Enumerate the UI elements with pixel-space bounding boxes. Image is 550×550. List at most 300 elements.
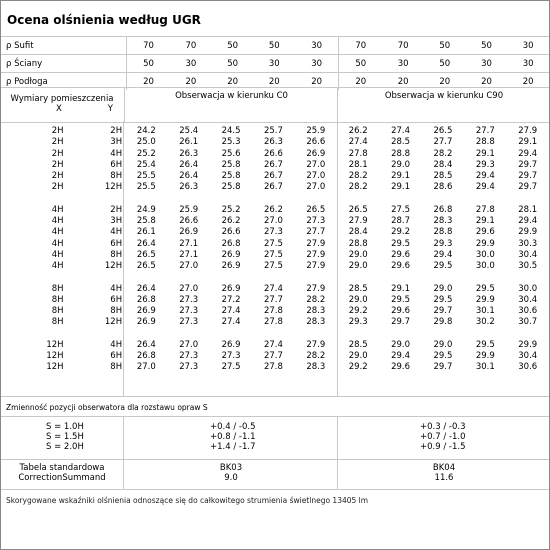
room-x: 4H xyxy=(51,249,64,260)
reflectance-value: 50 xyxy=(424,55,466,73)
ugr-value: 29.2 xyxy=(348,362,368,373)
ugr-value: 24.9 xyxy=(136,204,156,215)
ugr-value: 29.5 xyxy=(391,238,411,249)
ugr-value: 28.8 xyxy=(348,238,368,249)
ugr-value: 29.2 xyxy=(348,306,368,317)
ugr-value: 26.3 xyxy=(179,148,199,159)
x-label: X xyxy=(56,104,62,114)
ugr-value: 26.9 xyxy=(221,339,241,350)
ugr-value: 28.8 xyxy=(433,227,453,238)
standard-c90 xyxy=(337,459,550,489)
table-row xyxy=(1,284,549,295)
table-row xyxy=(1,351,549,362)
ugr-value: 27.5 xyxy=(263,249,283,260)
table-row xyxy=(1,340,549,351)
room-y: 12H xyxy=(104,261,123,272)
ugr-value: 29.3 xyxy=(433,238,453,249)
ugr-value: 29.4 xyxy=(475,182,495,193)
ugr-value: 27.4 xyxy=(391,126,411,136)
ugr-value: 25.8 xyxy=(221,182,241,193)
footnote: Skorygowane wskaźniki olśnienia odnoszące się do całkowitego strumienia świetlnego 13405 lm xyxy=(6,496,369,505)
table-row xyxy=(1,137,549,148)
variation-value: +0.7 / -1.0 xyxy=(420,432,466,442)
ugr-value: 27.4 xyxy=(348,137,368,148)
ugr-value: 27.3 xyxy=(179,294,199,305)
table-row xyxy=(1,205,549,216)
ugr-value: 29.6 xyxy=(391,362,411,373)
reflectance-value: 20 xyxy=(339,73,383,91)
room-x: 4H xyxy=(51,261,64,272)
reflectance-value: 30 xyxy=(295,55,339,73)
room-y: 6H xyxy=(110,294,123,305)
ugr-value: 29.1 xyxy=(475,216,495,227)
ugr-value: 29.5 xyxy=(475,339,495,350)
ugr-value: 29.9 xyxy=(475,294,495,305)
variation-value: +1.4 / -1.7 xyxy=(210,442,256,452)
dimensions-header xyxy=(1,94,123,114)
standard-table-label: Tabela standardowa xyxy=(19,463,105,473)
reflectance-label: ρ Ściany xyxy=(1,55,127,73)
reflectance-value: 50 xyxy=(466,37,508,55)
ugr-value: 29.1 xyxy=(391,182,411,193)
table-row xyxy=(1,306,549,317)
ugr-table xyxy=(1,126,549,374)
table-row xyxy=(1,216,549,227)
ugr-value: 27.4 xyxy=(221,306,241,317)
ugr-value: 29.4 xyxy=(518,148,538,159)
table-row xyxy=(1,295,549,306)
ugr-value: 27.7 xyxy=(306,227,326,238)
ugr-value: 26.7 xyxy=(263,182,283,193)
ugr-value: 28.4 xyxy=(348,227,368,238)
ugr-value: 27.8 xyxy=(263,317,283,328)
ugr-value: 26.4 xyxy=(136,238,156,249)
ugr-value: 29.4 xyxy=(518,216,538,227)
ugr-value: 26.9 xyxy=(221,283,241,294)
ugr-value: 29.7 xyxy=(433,362,453,373)
reflectance-row xyxy=(1,55,549,73)
reflectance-value: 20 xyxy=(253,73,295,91)
ugr-value: 28.3 xyxy=(433,216,453,227)
ugr-value: 27.1 xyxy=(179,249,199,260)
reflectance-table xyxy=(1,36,549,90)
ugr-value: 28.2 xyxy=(306,351,326,362)
ugr-value: 26.9 xyxy=(136,317,156,328)
ugr-value: 27.9 xyxy=(306,249,326,260)
table-row xyxy=(1,182,549,193)
ugr-value: 26.8 xyxy=(136,294,156,305)
ugr-value: 26.4 xyxy=(179,159,199,170)
ugr-value: 30.4 xyxy=(518,249,538,260)
ugr-value: 27.0 xyxy=(179,283,199,294)
ugr-value: 26.2 xyxy=(263,204,283,215)
ugr-value: 25.5 xyxy=(136,171,156,182)
ugr-value: 26.5 xyxy=(348,204,368,215)
reflectance-value: 70 xyxy=(339,37,383,55)
ugr-value: 27.9 xyxy=(306,339,326,350)
ugr-value: 24.2 xyxy=(136,126,156,136)
ugr-value: 27.5 xyxy=(391,204,411,215)
ugr-value: 25.9 xyxy=(179,204,199,215)
obs-c90-header: Obserwacja w kierunku C90 xyxy=(337,88,550,122)
ugr-value: 29.5 xyxy=(433,351,453,362)
room-y: 12H xyxy=(104,182,123,193)
ugr-value: 25.4 xyxy=(136,159,156,170)
table-row xyxy=(1,227,549,238)
ugr-value: 29.0 xyxy=(391,159,411,170)
ugr-value: 27.2 xyxy=(221,294,241,305)
room-y: 6H xyxy=(110,238,123,249)
variation-value: +0.3 / -0.3 xyxy=(420,422,466,432)
reflectance-value: 30 xyxy=(466,55,508,73)
ugr-value: 29.3 xyxy=(348,317,368,328)
variation-c90 xyxy=(337,417,550,459)
room-x: 8H xyxy=(51,294,64,305)
ugr-value: 28.6 xyxy=(433,182,453,193)
ugr-value: 30.4 xyxy=(518,294,538,305)
room-x: 2H xyxy=(51,137,64,148)
ugr-value: 27.8 xyxy=(348,148,368,159)
ugr-value: 25.9 xyxy=(306,126,326,136)
ugr-value: 29.0 xyxy=(348,351,368,362)
ugr-value: 29.1 xyxy=(391,171,411,182)
reflectance-value: 30 xyxy=(507,37,549,55)
ugr-value: 28.8 xyxy=(391,148,411,159)
ugr-value: 29.5 xyxy=(433,261,453,272)
dimensions-label: Wymiary pomieszczenia xyxy=(10,94,114,104)
ugr-value: 29.7 xyxy=(518,182,538,193)
room-y: 4H xyxy=(110,227,123,238)
ugr-value: 26.6 xyxy=(221,227,241,238)
ugr-value: 29.0 xyxy=(391,339,411,350)
room-y: 8H xyxy=(110,362,123,373)
room-y: 4H xyxy=(110,339,123,350)
ugr-value: 27.3 xyxy=(306,216,326,227)
ugr-value: 29.0 xyxy=(348,294,368,305)
ugr-value: 28.2 xyxy=(433,148,453,159)
table-row xyxy=(1,261,549,272)
ugr-value: 25.7 xyxy=(263,126,283,136)
standard-table-value: BK04 xyxy=(432,463,456,473)
ugr-value: 29.3 xyxy=(475,159,495,170)
room-x: 8H xyxy=(51,306,64,317)
reflectance-value: 50 xyxy=(212,55,254,73)
reflectance-value: 50 xyxy=(253,37,295,55)
ugr-value: 29.8 xyxy=(433,317,453,328)
page-title: Ocena olśnienia według UGR xyxy=(7,13,201,27)
ugr-value: 28.2 xyxy=(348,182,368,193)
ugr-value: 26.8 xyxy=(221,238,241,249)
ugr-value: 27.9 xyxy=(306,261,326,272)
ugr-value: 26.1 xyxy=(136,227,156,238)
reflectance-value: 50 xyxy=(339,55,383,73)
ugr-value: 29.5 xyxy=(391,294,411,305)
standard-c0 xyxy=(123,459,338,489)
variation-title: Zmienność pozycji obserwatora dla rozstawu opraw S xyxy=(1,396,549,417)
ugr-value: 26.6 xyxy=(179,216,199,227)
ugr-value: 27.0 xyxy=(263,216,283,227)
ugr-value: 25.8 xyxy=(221,171,241,182)
ugr-value: 30.6 xyxy=(518,306,538,317)
room-y: 8H xyxy=(110,171,123,182)
room-y: 4H xyxy=(110,283,123,294)
ugr-value: 29.2 xyxy=(391,227,411,238)
room-x: 2H xyxy=(51,182,64,193)
ugr-value: 27.0 xyxy=(306,159,326,170)
ugr-value: 30.0 xyxy=(518,283,538,294)
ugr-value: 26.5 xyxy=(136,249,156,260)
reflectance-value: 20 xyxy=(170,73,212,91)
reflectance-value: 30 xyxy=(170,55,212,73)
ugr-value: 26.9 xyxy=(221,261,241,272)
ugr-value: 26.6 xyxy=(263,148,283,159)
ugr-value: 29.9 xyxy=(475,238,495,249)
ugr-value: 28.5 xyxy=(348,339,368,350)
reflectance-value: 20 xyxy=(127,73,171,91)
ugr-value: 27.7 xyxy=(433,137,453,148)
table-row xyxy=(1,239,549,250)
room-y: 8H xyxy=(110,249,123,260)
ugr-value: 29.0 xyxy=(348,249,368,260)
reflectance-label: ρ Sufit xyxy=(1,37,127,55)
ugr-value: 30.1 xyxy=(475,306,495,317)
ugr-value: 29.9 xyxy=(475,351,495,362)
ugr-value: 30.1 xyxy=(475,362,495,373)
table-row xyxy=(1,362,549,373)
ugr-value: 27.7 xyxy=(263,294,283,305)
variation-c0 xyxy=(123,417,338,459)
ugr-value: 28.1 xyxy=(518,204,538,215)
variation-value: +0.8 / -1.1 xyxy=(210,432,256,442)
room-y: 6H xyxy=(110,351,123,362)
reflectance-value: 30 xyxy=(295,37,339,55)
ugr-value: 26.8 xyxy=(136,351,156,362)
ugr-value: 26.2 xyxy=(221,216,241,227)
ugr-value: 27.3 xyxy=(179,317,199,328)
table-row xyxy=(1,250,549,261)
ugr-value: 25.0 xyxy=(136,137,156,148)
reflectance-value: 70 xyxy=(127,37,171,55)
ugr-value: 29.6 xyxy=(391,306,411,317)
ugr-value: 25.8 xyxy=(136,216,156,227)
ugr-value: 27.3 xyxy=(179,362,199,373)
ugr-value: 25.3 xyxy=(221,137,241,148)
ugr-value: 26.1 xyxy=(179,137,199,148)
ugr-value: 29.6 xyxy=(391,261,411,272)
table-row xyxy=(1,149,549,160)
correction-value: 11.6 xyxy=(434,473,454,483)
ugr-value: 29.1 xyxy=(475,148,495,159)
ugr-value: 27.1 xyxy=(179,238,199,249)
ugr-value: 26.9 xyxy=(306,148,326,159)
ugr-value: 28.3 xyxy=(306,362,326,373)
room-x: 2H xyxy=(51,159,64,170)
ugr-value: 27.9 xyxy=(306,238,326,249)
ugr-value: 26.5 xyxy=(433,126,453,136)
ugr-value: 30.2 xyxy=(475,317,495,328)
standard-table-value: BK03 xyxy=(219,463,243,473)
ugr-value: 30.7 xyxy=(518,317,538,328)
ugr-value: 29.7 xyxy=(391,317,411,328)
ugr-value: 28.2 xyxy=(348,171,368,182)
ugr-value: 28.5 xyxy=(391,137,411,148)
room-y: 2H xyxy=(110,204,123,215)
ugr-value: 25.4 xyxy=(179,126,199,136)
room-x: 4H xyxy=(51,227,64,238)
ugr-value: 29.6 xyxy=(391,249,411,260)
room-x: 2H xyxy=(51,171,64,182)
ugr-value: 27.9 xyxy=(348,216,368,227)
reflectance-value: 20 xyxy=(295,73,339,91)
ugr-value: 28.5 xyxy=(433,171,453,182)
reflectance-value: 20 xyxy=(382,73,424,91)
ugr-value: 29.7 xyxy=(518,171,538,182)
variation-section xyxy=(1,417,549,460)
ugr-value: 26.5 xyxy=(136,261,156,272)
ugr-value: 27.0 xyxy=(306,182,326,193)
ugr-value: 27.3 xyxy=(263,227,283,238)
ugr-value: 27.4 xyxy=(221,317,241,328)
ugr-value: 29.0 xyxy=(433,339,453,350)
room-x: 12H xyxy=(46,339,64,350)
room-y: 6H xyxy=(110,159,123,170)
ugr-value: 30.5 xyxy=(518,261,538,272)
ugr-value: 27.0 xyxy=(136,362,156,373)
correction-label: CorrectionSummand xyxy=(18,473,106,483)
ugr-value: 28.1 xyxy=(348,159,368,170)
ugr-value: 26.5 xyxy=(306,204,326,215)
ugr-value: 29.0 xyxy=(348,261,368,272)
ugr-value: 27.5 xyxy=(263,238,283,249)
ugr-value: 27.9 xyxy=(306,283,326,294)
room-x: 12H xyxy=(46,351,64,362)
reflectance-value: 20 xyxy=(424,73,466,91)
room-x: 4H xyxy=(51,204,64,215)
ugr-value: 24.5 xyxy=(221,126,241,136)
variation-label: S = 1.0H xyxy=(46,422,84,432)
ugr-value: 26.3 xyxy=(263,137,283,148)
ugr-value: 28.4 xyxy=(433,159,453,170)
variation-labels xyxy=(46,422,84,452)
room-x: 8H xyxy=(51,283,64,294)
ugr-value: 27.5 xyxy=(263,261,283,272)
ugr-value: 27.0 xyxy=(179,339,199,350)
ugr-value: 30.0 xyxy=(475,261,495,272)
ugr-value: 29.4 xyxy=(391,351,411,362)
reflectance-value: 50 xyxy=(424,37,466,55)
ugr-value: 27.8 xyxy=(263,362,283,373)
table-header xyxy=(1,87,549,123)
standard-section xyxy=(1,459,549,490)
ugr-value: 27.5 xyxy=(221,362,241,373)
ugr-value: 27.3 xyxy=(179,306,199,317)
reflectance-value: 20 xyxy=(212,73,254,91)
ugr-value: 26.4 xyxy=(179,171,199,182)
reflectance-value: 30 xyxy=(507,55,549,73)
ugr-value: 26.7 xyxy=(263,159,283,170)
reflectance-value: 30 xyxy=(253,55,295,73)
reflectance-value: 50 xyxy=(212,37,254,55)
ugr-value: 26.4 xyxy=(136,339,156,350)
ugr-value: 27.0 xyxy=(179,261,199,272)
room-y: 2H xyxy=(110,126,123,136)
ugr-value: 27.8 xyxy=(475,204,495,215)
ugr-value: 27.3 xyxy=(179,351,199,362)
ugr-value: 27.4 xyxy=(263,339,283,350)
reflectance-value: 20 xyxy=(507,73,549,91)
reflectance-value: 30 xyxy=(382,55,424,73)
ugr-value: 28.3 xyxy=(306,306,326,317)
reflectance-value: 50 xyxy=(127,55,171,73)
table-row xyxy=(1,317,549,328)
reflectance-value: 70 xyxy=(170,37,212,55)
ugr-value: 30.6 xyxy=(518,362,538,373)
ugr-value: 29.1 xyxy=(391,283,411,294)
ugr-value: 26.9 xyxy=(221,249,241,260)
ugr-value: 27.3 xyxy=(221,351,241,362)
ugr-value: 26.3 xyxy=(179,182,199,193)
ugr-value: 26.4 xyxy=(136,283,156,294)
ugr-value: 27.8 xyxy=(263,306,283,317)
ugr-value: 27.4 xyxy=(263,283,283,294)
ugr-value: 29.9 xyxy=(518,339,538,350)
standard-labels xyxy=(1,463,123,483)
ugr-value: 29.6 xyxy=(475,227,495,238)
ugr-value: 25.2 xyxy=(136,148,156,159)
ugr-value: 28.8 xyxy=(475,137,495,148)
reflectance-label: ρ Podłoga xyxy=(1,73,127,91)
ugr-value: 27.7 xyxy=(263,351,283,362)
ugr-value: 25.5 xyxy=(136,182,156,193)
variation-label: S = 1.5H xyxy=(46,432,84,442)
ugr-value: 26.8 xyxy=(433,204,453,215)
table-row xyxy=(1,171,549,182)
ugr-value: 29.9 xyxy=(518,227,538,238)
room-x: 4H xyxy=(51,238,64,249)
table-row xyxy=(1,160,549,171)
table-row xyxy=(1,126,549,137)
reflectance-value: 20 xyxy=(466,73,508,91)
room-x: 12H xyxy=(46,362,64,373)
ugr-value: 28.5 xyxy=(348,283,368,294)
ugr-value: 27.0 xyxy=(306,171,326,182)
ugr-value: 29.1 xyxy=(518,137,538,148)
ugr-value: 28.7 xyxy=(391,216,411,227)
variation-value: +0.9 / -1.5 xyxy=(420,442,466,452)
y-label: Y xyxy=(107,104,113,114)
room-y: 3H xyxy=(110,137,123,148)
ugr-value: 29.0 xyxy=(433,283,453,294)
ugr-value: 29.7 xyxy=(518,159,538,170)
ugr-value: 27.9 xyxy=(518,126,538,136)
variation-label: S = 2.0H xyxy=(46,442,84,452)
variation-value: +0.4 / -0.5 xyxy=(210,422,256,432)
ugr-value: 26.6 xyxy=(306,137,326,148)
room-x: 2H xyxy=(51,148,64,159)
ugr-value: 28.3 xyxy=(306,317,326,328)
room-y: 12H xyxy=(104,317,123,328)
ugr-value: 29.4 xyxy=(433,249,453,260)
ugr-value: 25.6 xyxy=(221,148,241,159)
ugr-value: 27.7 xyxy=(475,126,495,136)
room-x: 2H xyxy=(51,126,64,136)
ugr-value: 25.8 xyxy=(221,159,241,170)
room-y: 3H xyxy=(110,216,123,227)
ugr-value: 26.9 xyxy=(179,227,199,238)
correction-value: 9.0 xyxy=(224,473,238,483)
ugr-value: 29.4 xyxy=(475,171,495,182)
reflectance-row xyxy=(1,37,549,55)
